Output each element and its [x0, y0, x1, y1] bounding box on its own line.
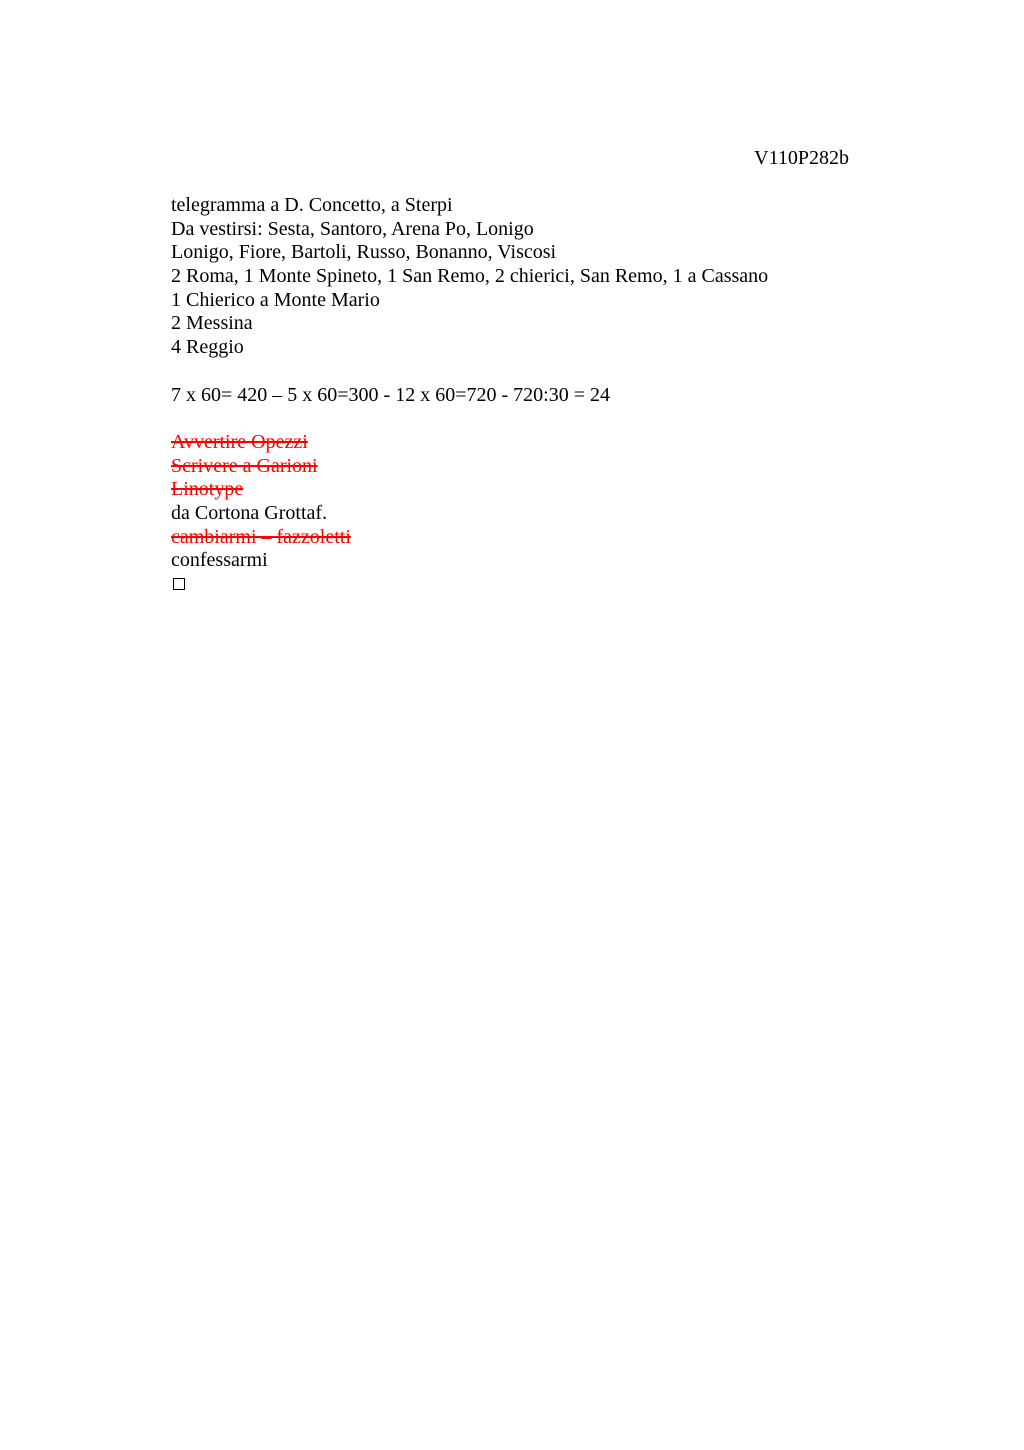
task-confessarmi: confessarmi [171, 549, 268, 572]
text-line-telegramma: telegramma a D. Concetto, a Sterpi [171, 194, 453, 216]
document-id: V110P282b [754, 147, 849, 169]
text-line-reggio: 4 Reggio [171, 336, 244, 359]
calculation-line: 7 x 60= 420 – 5 x 60=300 - 12 x 60=720 - 720:30 = 24 [171, 383, 610, 406]
blank-line [171, 360, 871, 384]
text-line-da-vestirsi: Da vestirsi: Sesta, Santoro, Arena Po, Lonigo [171, 217, 534, 240]
text-line-roma: 2 Roma, 1 Monte Spineto, 1 San Remo, 2 chierici, San Remo, 1 a Cassano [171, 265, 769, 288]
task-cortona: da Cortona Grottaf. [171, 501, 328, 524]
struck-task-linotype: Linotype [171, 478, 244, 501]
blank-line [171, 407, 871, 431]
struck-task-cambiarmi: cambiarmi – fazzoletti [171, 525, 351, 548]
document-body [171, 194, 871, 590]
empty-checkbox-icon [173, 578, 185, 590]
struck-task-avvertire: Avvertire Opezzi [171, 430, 308, 453]
text-line-chierico: 1 Chierico a Monte Mario [171, 288, 380, 311]
struck-task-scrivere: Scrivere a Garioni [171, 454, 318, 477]
text-line-messina: 2 Messina [171, 312, 253, 335]
text-line-names: Lonigo, Fiore, Bartoli, Russo, Bonanno, Viscosi [171, 241, 557, 264]
